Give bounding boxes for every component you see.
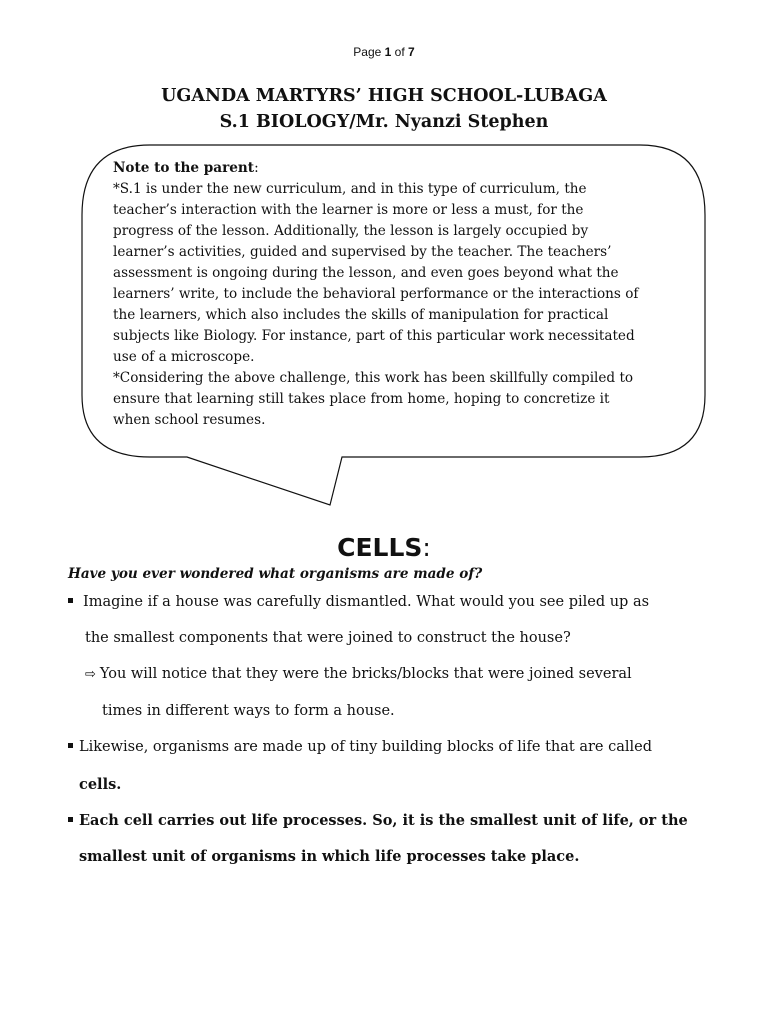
bullet-text: Likewise, organisms are made up of tiny building blocks of life that are called [79,739,653,755]
note-line: use of a microscope. [113,349,255,365]
note-line: teacher’s interaction with the learner is more or less a must, for the [113,202,584,218]
note-line: when school resumes. [113,412,266,428]
parent-note [113,158,678,431]
school-name: UGANDA MARTYRS’ HIGH SCHOOL-LUBAGA [161,86,607,106]
page-total: 7 [408,45,415,59]
note-line: the learners, which also includes the skills of manipulation for practical [113,307,609,323]
page-current: 1 [384,45,392,59]
bullet-continuation: the smallest components that were joined to construct the house? [85,630,571,646]
note-line: *S.1 is under the new curriculum, and in this type of curriculum, the [113,181,587,197]
section-title [0,533,768,562]
sub-bullet-text: You will notice that they were the bricks/blocks that were joined several [99,666,632,682]
page-prefix: Page [353,45,385,59]
note-lead-colon: : [254,160,259,176]
note-line: learners’ write, to include the behavioral performance or the interactions of [113,286,639,302]
section-question: Have you ever wondered what organisms are made of? [68,566,483,582]
subject-teacher: S.1 BIOLOGY/Mr. Nyanzi Stephen [219,112,549,132]
bullet-continuation: smallest unit of organisms in which life processes take place. [79,848,580,865]
square-bullet-icon [68,598,73,603]
bullet-continuation: cells. [79,776,122,793]
note-line: progress of the lesson. Additionally, the lesson is largely occupied by [113,223,589,239]
note-line: assessment is ongoing during the lesson, and even goes beyond what the [113,265,619,281]
sub-bullet-continuation: times in different ways to form a house. [102,703,395,719]
bullet-item [68,739,652,755]
note-lead: Note to the parent [113,160,255,176]
bullet-text: Each cell carries out life processes. So, it is the smallest unit of life, or the [79,812,688,829]
section-title-text: CELLS [337,533,423,562]
bullet-text: Imagine if a house was carefully dismantled. What would you see piled up as [83,594,650,610]
bullet-item [68,594,649,610]
bullet-item [68,812,688,829]
note-line: subjects like Biology. For instance, part of this particular work necessitated [113,328,635,344]
square-bullet-icon [68,817,73,822]
note-line: ensure that learning still takes place from home, hoping to concretize it [113,391,610,407]
square-bullet-icon [68,743,73,748]
page-of: of [391,45,409,59]
arrow-right-icon: ⇨ [85,667,96,682]
sub-bullet-item [85,666,632,682]
note-heading [113,158,678,179]
section-title-colon: : [422,533,431,562]
note-line: *Considering the above challenge, this work has been skillfully compiled to [113,370,634,386]
note-line: learner’s activities, guided and supervised by the teacher. The teachers’ [113,244,612,260]
